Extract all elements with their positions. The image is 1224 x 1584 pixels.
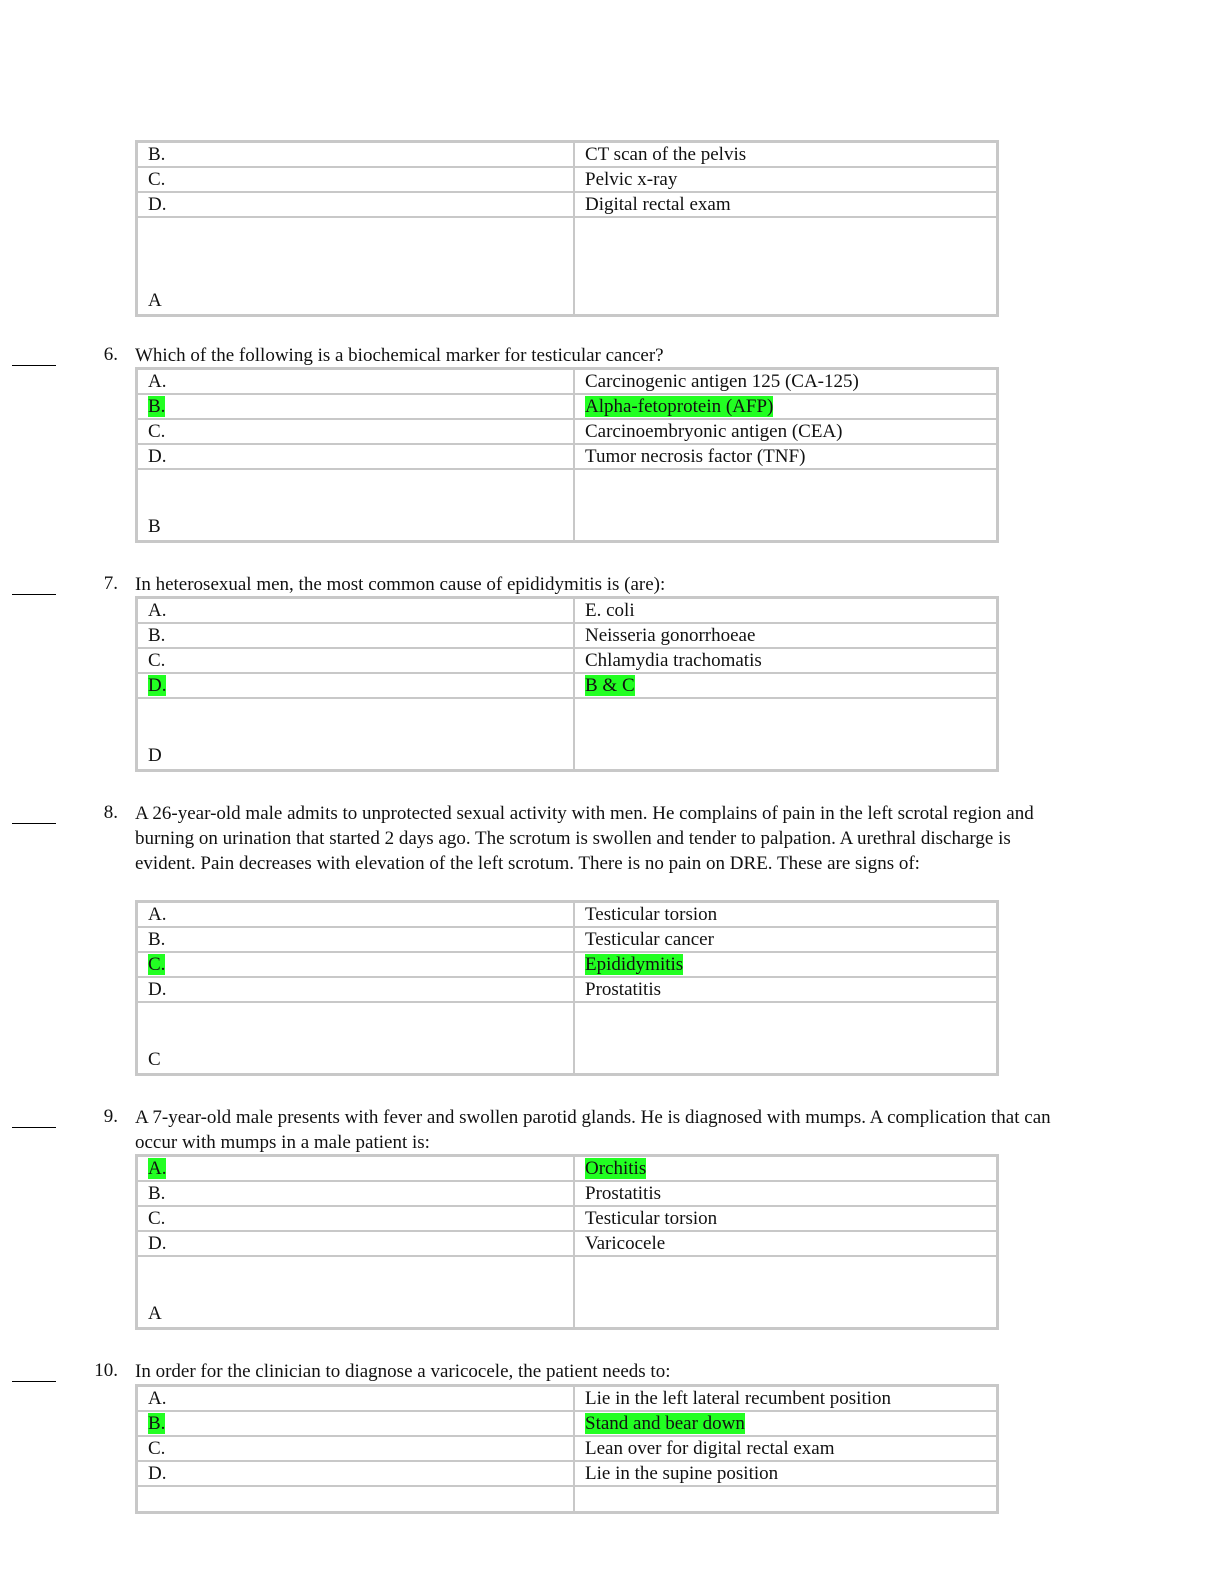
option-row bbox=[137, 927, 997, 952]
correct-highlight: Orchitis bbox=[585, 1158, 647, 1179]
option-letter bbox=[137, 1411, 574, 1436]
option-letter bbox=[137, 394, 574, 419]
correct-highlight: B & C bbox=[585, 675, 635, 696]
option-text: CT scan of the pelvis bbox=[574, 142, 997, 167]
correct-highlight: C. bbox=[148, 954, 166, 975]
option-row bbox=[137, 977, 997, 1002]
answer-row bbox=[137, 217, 997, 315]
option-letter: B. bbox=[137, 623, 574, 648]
answer-blank-line[interactable] bbox=[12, 594, 56, 595]
answer-row bbox=[137, 1256, 997, 1328]
option-letter bbox=[137, 952, 574, 977]
option-text: Tumor necrosis factor (TNF) bbox=[574, 444, 997, 469]
answer-blank-cell bbox=[574, 1486, 997, 1512]
options-table-prev bbox=[135, 140, 999, 317]
option-row bbox=[137, 952, 997, 977]
option-letter: C. bbox=[137, 1436, 574, 1461]
option-row bbox=[137, 1386, 997, 1411]
option-text: Chlamydia trachomatis bbox=[574, 648, 997, 673]
question-text: Which of the following is a biochemical marker for testicular cancer? bbox=[135, 345, 664, 366]
option-text: Pelvic x-ray bbox=[574, 167, 997, 192]
option-text: E. coli bbox=[574, 598, 997, 623]
option-letter: C. bbox=[137, 419, 574, 444]
option-row bbox=[137, 192, 997, 217]
correct-highlight: B. bbox=[148, 1413, 166, 1434]
option-letter: D. bbox=[137, 1461, 574, 1486]
option-letter: A. bbox=[137, 1386, 574, 1411]
options-table bbox=[135, 1384, 999, 1514]
option-text: Varicocele bbox=[574, 1231, 997, 1256]
option-letter: B. bbox=[137, 142, 574, 167]
answer-blank-line[interactable] bbox=[12, 823, 56, 824]
option-text: Lean over for digital rectal exam bbox=[574, 1436, 997, 1461]
correct-highlight: Alpha-fetoprotein (AFP) bbox=[585, 396, 774, 417]
question-number: 10. bbox=[94, 1360, 118, 1381]
option-letter: A. bbox=[137, 598, 574, 623]
option-letter: B. bbox=[137, 1181, 574, 1206]
option-row bbox=[137, 167, 997, 192]
answer-blank-cell bbox=[574, 698, 997, 770]
option-row bbox=[137, 598, 997, 623]
question-number: 6. bbox=[103, 344, 118, 365]
option-letter: D. bbox=[137, 192, 574, 217]
answer-row bbox=[137, 1002, 997, 1074]
answer-key: A bbox=[137, 1256, 574, 1328]
answer-row bbox=[137, 698, 997, 770]
option-text: Testicular torsion bbox=[574, 1206, 997, 1231]
answer-key: D bbox=[137, 698, 574, 770]
correct-highlight: A. bbox=[148, 1158, 167, 1179]
option-text bbox=[574, 952, 997, 977]
options-table bbox=[135, 900, 999, 1076]
option-text: Prostatitis bbox=[574, 1181, 997, 1206]
correct-highlight: Epididymitis bbox=[585, 954, 684, 975]
option-row bbox=[137, 1461, 997, 1486]
answer-row bbox=[137, 1486, 997, 1512]
option-row bbox=[137, 394, 997, 419]
correct-highlight: Stand and bear down bbox=[585, 1413, 745, 1434]
option-text bbox=[574, 394, 997, 419]
question-text: A 7-year-old male presents with fever and swollen parotid glands. He is diagnosed with mumps. A complication that can occur with mumps in a male patient is: bbox=[135, 1107, 1051, 1153]
option-row bbox=[137, 623, 997, 648]
option-row bbox=[137, 1436, 997, 1461]
option-row bbox=[137, 444, 997, 469]
option-text: Lie in the supine position bbox=[574, 1461, 997, 1486]
option-row bbox=[137, 648, 997, 673]
option-row bbox=[137, 673, 997, 698]
answer-key: A bbox=[137, 217, 574, 315]
option-row bbox=[137, 1156, 997, 1181]
options-table bbox=[135, 1154, 999, 1330]
option-row bbox=[137, 369, 997, 394]
option-row bbox=[137, 902, 997, 927]
option-text: Testicular torsion bbox=[574, 902, 997, 927]
option-row bbox=[137, 1411, 997, 1436]
question-number: 7. bbox=[103, 573, 118, 594]
option-text: Carcinoembryonic antigen (CEA) bbox=[574, 419, 997, 444]
question-text: A 26-year-old male admits to unprotected sexual activity with men. He complains of pain in the left scrotal region and burning on urination that started 2 days ago. The scrotum is swollen and tender to palpation. A urethral discharge is evident. Pain decreases with elevation of the left scrotum. There is no pain on DRE. These are signs of: bbox=[135, 803, 1034, 874]
option-text bbox=[574, 1411, 997, 1436]
answer-blank-cell bbox=[574, 1002, 997, 1074]
option-row bbox=[137, 1181, 997, 1206]
option-text bbox=[574, 673, 997, 698]
answer-blank-cell bbox=[574, 1256, 997, 1328]
option-letter: D. bbox=[137, 977, 574, 1002]
answer-key bbox=[137, 1486, 574, 1512]
option-text: Digital rectal exam bbox=[574, 192, 997, 217]
option-letter bbox=[137, 673, 574, 698]
answer-blank-line[interactable] bbox=[12, 1127, 56, 1128]
answer-row bbox=[137, 469, 997, 541]
option-row bbox=[137, 142, 997, 167]
option-text: Prostatitis bbox=[574, 977, 997, 1002]
answer-blank-cell bbox=[574, 469, 997, 541]
options-table bbox=[135, 367, 999, 543]
option-text: Testicular cancer bbox=[574, 927, 997, 952]
correct-highlight: D. bbox=[148, 675, 167, 696]
option-text: Neisseria gonorrhoeae bbox=[574, 623, 997, 648]
option-letter: D. bbox=[137, 444, 574, 469]
option-text: Lie in the left lateral recumbent position bbox=[574, 1386, 997, 1411]
options-table bbox=[135, 596, 999, 772]
option-letter: B. bbox=[137, 927, 574, 952]
option-row bbox=[137, 1206, 997, 1231]
option-letter: A. bbox=[137, 369, 574, 394]
answer-key: C bbox=[137, 1002, 574, 1074]
option-letter: C. bbox=[137, 167, 574, 192]
option-letter: D. bbox=[137, 1231, 574, 1256]
option-letter: C. bbox=[137, 1206, 574, 1231]
option-letter: C. bbox=[137, 648, 574, 673]
answer-blank-line[interactable] bbox=[12, 1381, 56, 1382]
option-letter: A. bbox=[137, 902, 574, 927]
question-number: 9. bbox=[103, 1106, 118, 1127]
option-text bbox=[574, 1156, 997, 1181]
option-row bbox=[137, 419, 997, 444]
option-text: Carcinogenic antigen 125 (CA-125) bbox=[574, 369, 997, 394]
option-letter bbox=[137, 1156, 574, 1181]
question-text: In heterosexual men, the most common cause of epididymitis is (are): bbox=[135, 574, 666, 595]
option-row bbox=[137, 1231, 997, 1256]
answer-blank-cell bbox=[574, 217, 997, 315]
answer-key: B bbox=[137, 469, 574, 541]
correct-highlight: B. bbox=[148, 396, 166, 417]
answer-blank-line[interactable] bbox=[12, 365, 56, 366]
question-number: 8. bbox=[103, 802, 118, 823]
question-text: In order for the clinician to diagnose a varicocele, the patient needs to: bbox=[135, 1361, 671, 1382]
